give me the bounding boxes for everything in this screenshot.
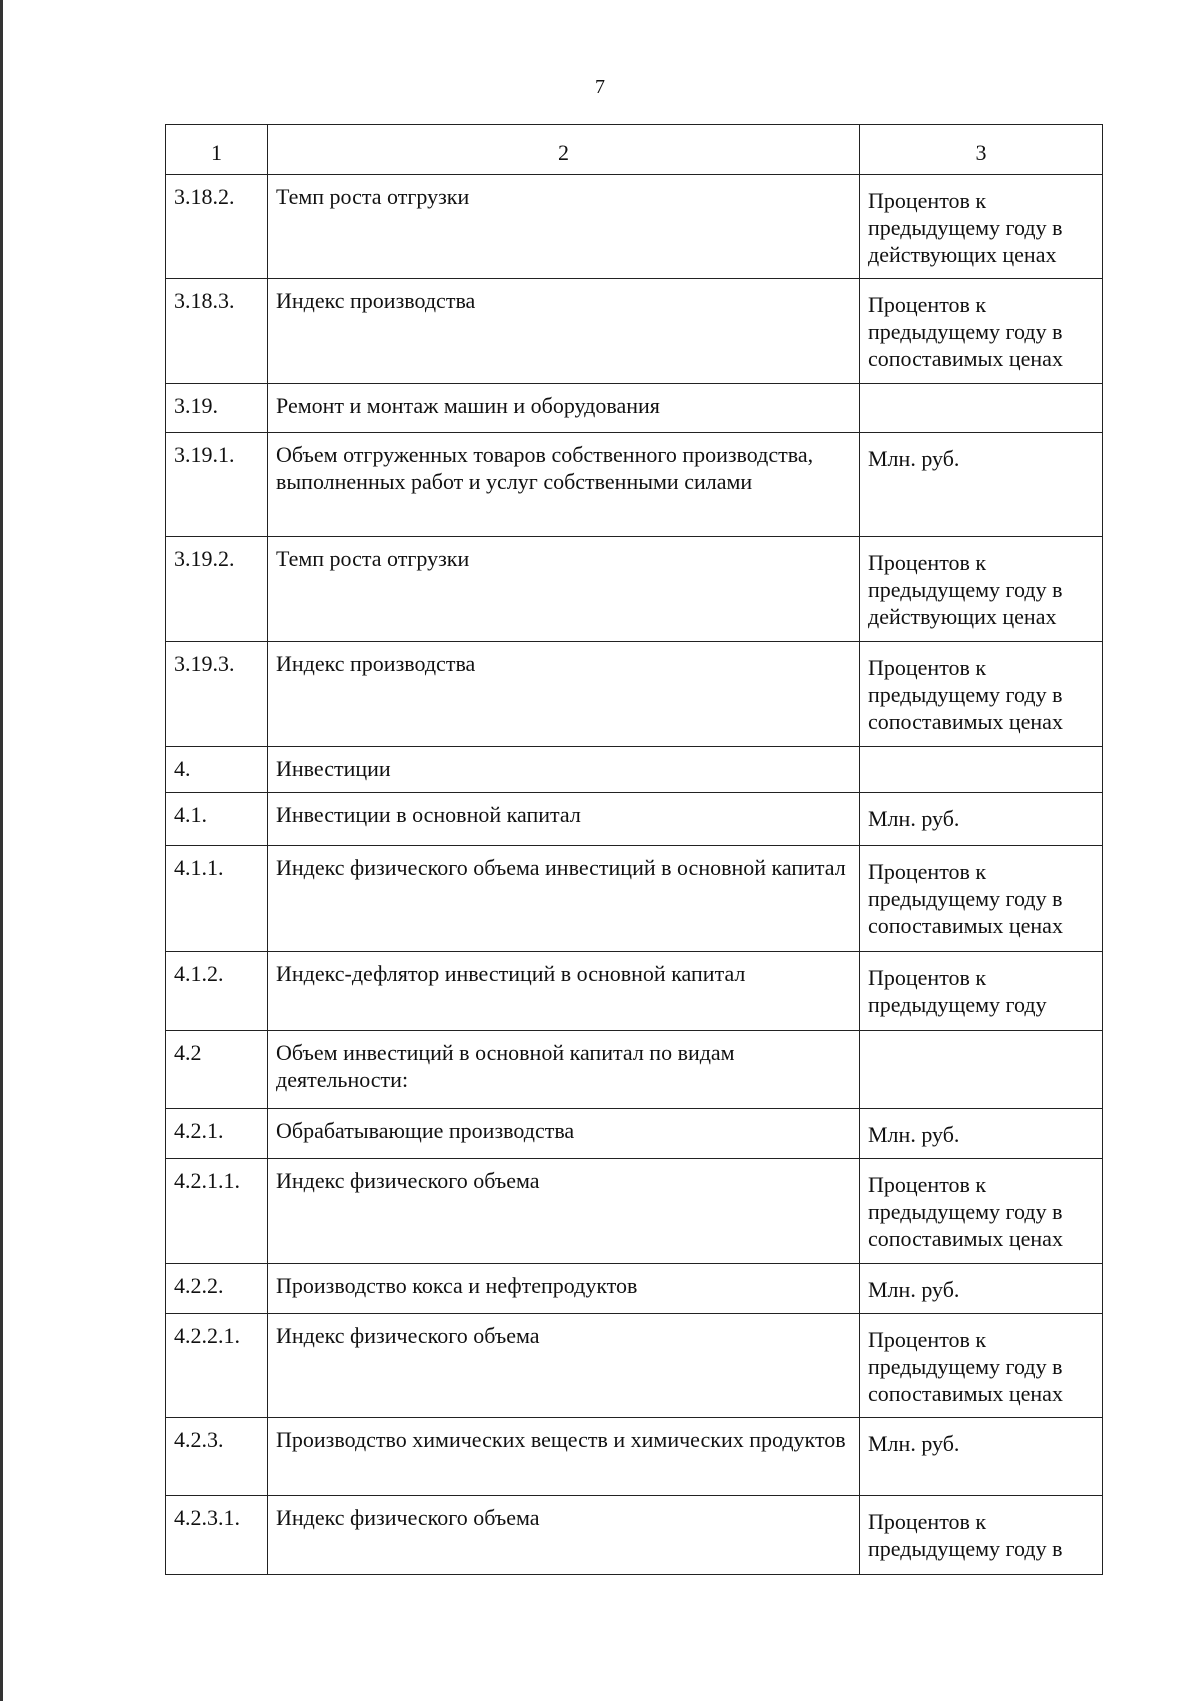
table-row [166, 279, 1103, 384]
scan-edge-line [0, 0, 3, 1701]
row-indicator: Индекс-дефлятор инвестиций в основной капитал [268, 952, 860, 1031]
row-number: 4.1.1. [166, 846, 268, 952]
row-number: 3.19.2. [166, 537, 268, 642]
row-unit: Млн. руб. [860, 793, 1103, 846]
row-number: 4.2.1.1. [166, 1159, 268, 1264]
page-number: 7 [595, 76, 605, 98]
row-unit [860, 747, 1103, 793]
row-indicator: Индекс физического объема инвестиций в основной капитал [268, 846, 860, 952]
header-cell-3: 3 [860, 125, 1103, 175]
row-unit: Процентов к предыдущему году в действующих ценах [860, 537, 1103, 642]
table-row [166, 1109, 1103, 1159]
row-number: 3.19. [166, 384, 268, 433]
row-number: 3.18.3. [166, 279, 268, 384]
row-number: 3.19.3. [166, 642, 268, 747]
row-indicator: Обрабатывающие производства [268, 1109, 860, 1159]
table-row [166, 1314, 1103, 1418]
row-unit: Млн. руб. [860, 1109, 1103, 1159]
row-unit: Млн. руб. [860, 433, 1103, 537]
table-row [166, 846, 1103, 952]
row-indicator: Индекс физического объема [268, 1159, 860, 1264]
row-indicator: Объем отгруженных товаров собственного производства, выполненных работ и услуг собственными силами [268, 433, 860, 537]
row-number: 4.1. [166, 793, 268, 846]
row-indicator: Индекс производства [268, 642, 860, 747]
row-unit: Процентов к предыдущему году в сопоставимых ценах [860, 1314, 1103, 1418]
row-number: 4.2.3. [166, 1418, 268, 1496]
row-number: 4.2.2.1. [166, 1314, 268, 1418]
table-row [166, 1031, 1103, 1109]
row-indicator: Темп роста отгрузки [268, 537, 860, 642]
row-unit [860, 384, 1103, 433]
row-number: 3.19.1. [166, 433, 268, 537]
row-indicator: Инвестиции в основной капитал [268, 793, 860, 846]
row-indicator: Объем инвестиций в основной капитал по видам деятельности: [268, 1031, 860, 1109]
row-unit: Процентов к предыдущему году в сопоставимых ценах [860, 1159, 1103, 1264]
indicator-table [165, 124, 1103, 1575]
row-unit: Млн. руб. [860, 1418, 1103, 1496]
row-number: 4.2.3.1. [166, 1496, 268, 1575]
row-unit: Процентов к предыдущему году в сопоставимых ценах [860, 642, 1103, 747]
table-row [166, 1159, 1103, 1264]
table-row [166, 1264, 1103, 1314]
table-row [166, 793, 1103, 846]
row-number: 4.2.2. [166, 1264, 268, 1314]
row-unit: Процентов к предыдущему году в сопоставимых ценах [860, 279, 1103, 384]
row-number: 4.2.1. [166, 1109, 268, 1159]
row-number: 3.18.2. [166, 175, 268, 279]
table-row [166, 1496, 1103, 1575]
table-row [166, 952, 1103, 1031]
row-number: 4.1.2. [166, 952, 268, 1031]
row-indicator: Индекс физического объема [268, 1496, 860, 1575]
table-row [166, 384, 1103, 433]
row-indicator: Индекс производства [268, 279, 860, 384]
row-number: 4.2 [166, 1031, 268, 1109]
row-indicator: Производство химических веществ и химических продуктов [268, 1418, 860, 1496]
row-number: 4. [166, 747, 268, 793]
row-indicator: Ремонт и монтаж машин и оборудования [268, 384, 860, 433]
row-indicator: Инвестиции [268, 747, 860, 793]
row-indicator: Производство кокса и нефтепродуктов [268, 1264, 860, 1314]
table-row [166, 537, 1103, 642]
row-unit [860, 1031, 1103, 1109]
row-unit: Процентов к предыдущему году в [860, 1496, 1103, 1575]
table-header-row [166, 125, 1103, 175]
row-indicator: Темп роста отгрузки [268, 175, 860, 279]
header-cell-1: 1 [166, 125, 268, 175]
table-row [166, 433, 1103, 537]
table-row [166, 642, 1103, 747]
table-row [166, 1418, 1103, 1496]
row-indicator: Индекс физического объема [268, 1314, 860, 1418]
row-unit: Млн. руб. [860, 1264, 1103, 1314]
table-row [166, 175, 1103, 279]
header-cell-2: 2 [268, 125, 860, 175]
row-unit: Процентов к предыдущему году в действующих ценах [860, 175, 1103, 279]
table-row [166, 747, 1103, 793]
row-unit: Процентов к предыдущему году в сопоставимых ценах [860, 846, 1103, 952]
row-unit: Процентов к предыдущему году [860, 952, 1103, 1031]
